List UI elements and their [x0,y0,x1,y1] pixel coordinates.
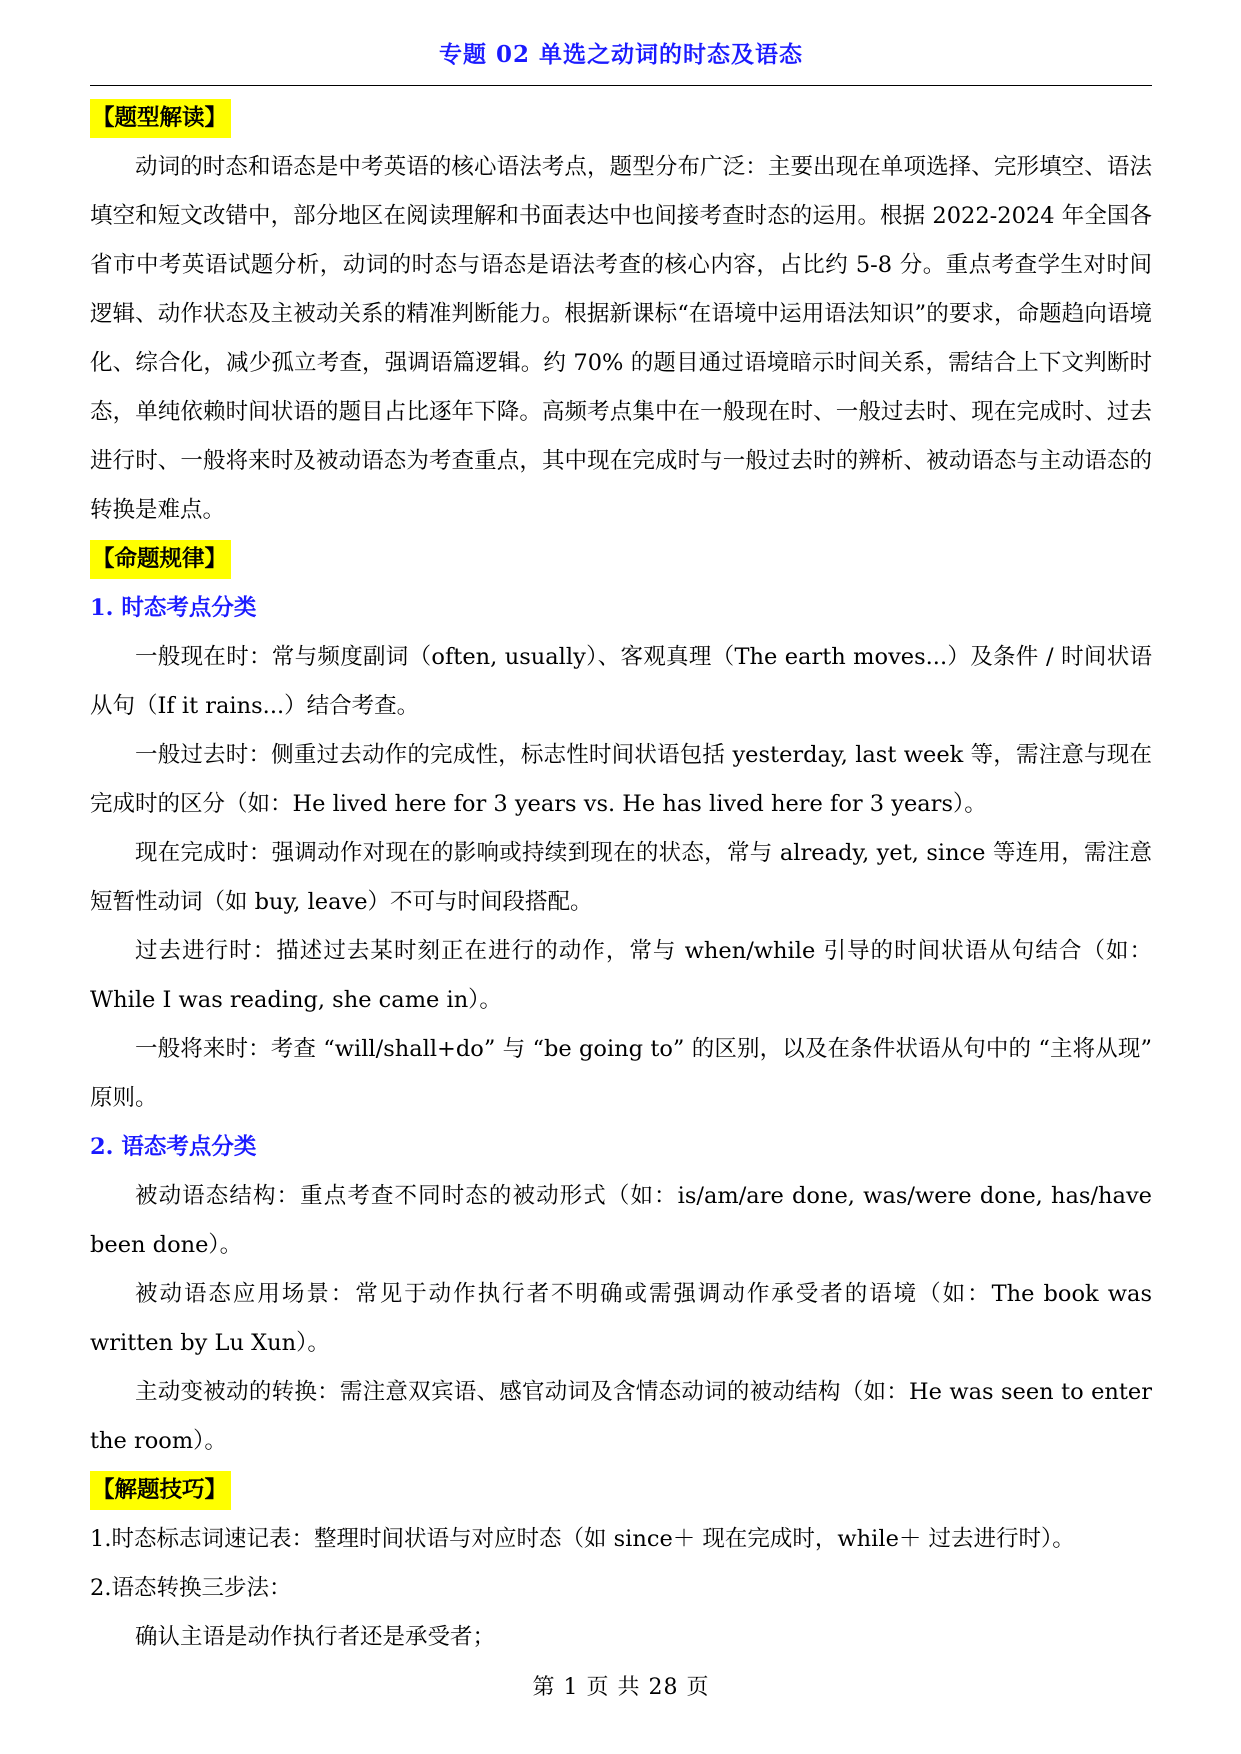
section-intro [90,94,1152,143]
tip-step-1: 确认主语是动作执行者还是承受者； [135,1624,496,1650]
page-title: 专题 02 单选之动词的时态及语态 [438,41,804,68]
section-rules [90,535,1152,584]
header-divider [90,85,1152,86]
tip-item-2: 2.语态转换三步法： [90,1575,292,1601]
section-badge-tips: 【解题技巧】 [90,1471,231,1510]
intro-paragraph: 动词的时态和语态是中考英语的核心语法考点，题型分布广泛：主要出现在单项选择、完形填空、语法填空和短文改错中，部分地区在阅读理解和书面表达中也间接考查时态的运用。根据 2022-2024 年全国各省市中考英语试题分析，动词的时态与语态是语法考查的核心内容，占比约 5-8 分。重点考查学生对时间逻辑、动作状态及主被动关系的精准判断能力。根据新课标“在语境中运用语法知识”的要求，命题趋向语境化、综合化，减少孤立考查，强调语篇逻辑。约 70% 的题目通过语境暗示时间关系，需结合上下文判断时态，单纯依赖时间状语的题目占比逐年下降。高频考点集中在一般现在时、一般过去时、现在完成时、过去进行时、一般将来时及被动语态为考查重点，其中现在完成时与一般过去时的辨析、被动语态与主动语态的转换是难点。 [90,154,1152,523]
voice-item-usage: 被动语态应用场景：常见于动作执行者不明确或需强调动作承受者的语境（如：The book was written by Lu Xun）。 [90,1281,1152,1356]
document-body [90,94,1152,1662]
tense-item-future: 一般将来时：考查 “will/shall+do” 与 “be going to” 的区别，以及在条件状语从句中的 “主将从现” 原则。 [90,1036,1152,1111]
voice-heading: 2. 语态考点分类 [90,1134,257,1160]
voice-item-structure: 被动语态结构：重点考查不同时态的被动形式（如：is/am/are done, was/were done, has/have been done）。 [90,1183,1152,1258]
page-number: 第 1 页 共 28 页 [532,1675,710,1700]
tense-item-past: 一般过去时：侧重过去动作的完成性，标志性时间状语包括 yesterday, last week 等，需注意与现在完成时的区分（如：He lived here for 3 years vs. He has lived here for 3 years）。 [90,742,1152,817]
section-badge-intro: 【题型解读】 [90,99,231,138]
tense-item-present: 一般现在时：常与频度副词（often, usually）、客观真理（The earth moves...）及条件 / 时间状语从句（If it rains...）结合考查。 [90,644,1152,719]
section-tips [90,1466,1152,1515]
tense-heading: 1. 时态考点分类 [90,595,257,621]
tense-item-past-progressive: 过去进行时：描述过去某时刻正在进行的动作，常与 when/while 引导的时间状语从句结合（如：While I was reading, she came in）。 [90,938,1152,1013]
tip-item-1: 1.时态标志词速记表：整理时间状语与对应时态（如 since＋ 现在完成时，while＋ 过去进行时）。 [90,1526,1075,1552]
section-badge-rules: 【命题规律】 [90,540,231,579]
tense-item-perfect: 现在完成时：强调动作对现在的影响或持续到现在的状态，常与 already, yet, since 等连用，需注意短暂性动词（如 buy, leave）不可与时间段搭配。 [90,840,1152,915]
voice-item-conversion: 主动变被动的转换：需注意双宾语、感官动词及含情态动词的被动结构（如：He was seen to enter the room）。 [90,1379,1152,1454]
